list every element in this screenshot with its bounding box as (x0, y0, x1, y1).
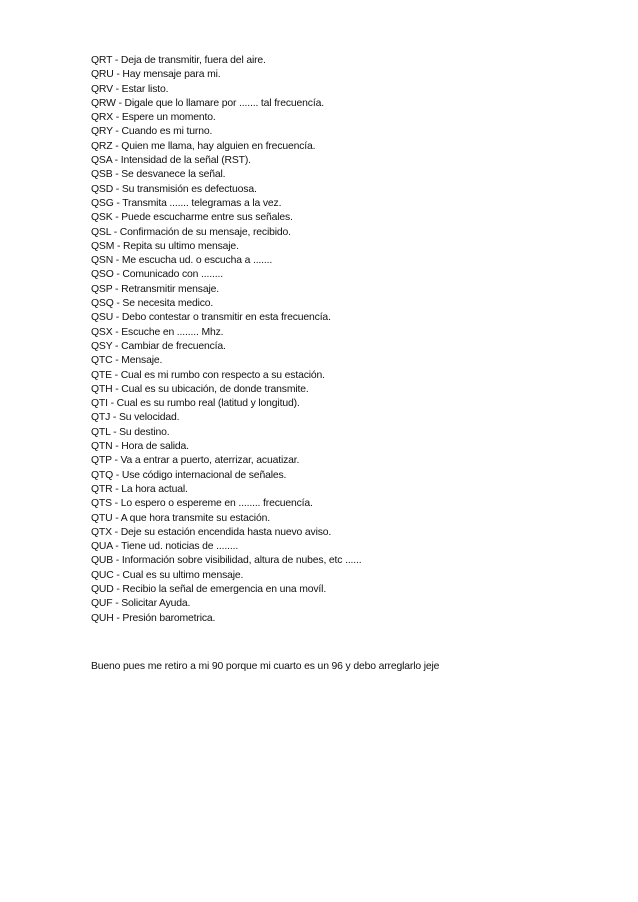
q-code-line: QSO - Comunicado con ........ (91, 269, 223, 281)
q-code-line: QSN - Me escucha ud. o escucha a ....... (91, 255, 273, 267)
q-code-line: QSM - Repita su ultimo mensaje. (91, 240, 239, 252)
q-code-line: QRW - Digale que lo llamare por ....... tal frecuencía. (91, 97, 324, 109)
q-code-line: QTI - Cual es su rumbo real (latitud y longitud). (91, 398, 300, 410)
q-code-line: QRV - Estar listo. (91, 83, 169, 95)
q-code-line: QRU - Hay mensaje para mi. (91, 69, 221, 81)
q-code-line: QSX - Escuche en ........ Mhz. (91, 326, 224, 338)
q-code-line: QTJ - Su velocidad. (91, 412, 180, 424)
q-code-line: QTS - Lo espero o espereme en ........ frecuencía. (91, 498, 313, 510)
q-code-line: QTC - Mensaje. (91, 355, 163, 367)
q-code-line: QSD - Su transmisión es defectuosa. (91, 183, 257, 195)
q-code-line: QRZ - Quien me llama, hay alguien en frecuencía. (91, 140, 316, 152)
q-code-line: QUC - Cual es su ultimo mensaje. (91, 569, 244, 581)
q-code-line: QUA - Tiene ud. noticias de ........ (91, 541, 239, 553)
q-code-line: QSQ - Se necesita medico. (91, 298, 214, 310)
q-code-line: QTU - A que hora transmite su estación. (91, 512, 270, 524)
q-code-list (91, 54, 362, 626)
q-code-line: QTE - Cual es mi rumbo con respecto a su estación. (91, 369, 325, 381)
q-code-line: QTR - La hora actual. (91, 483, 188, 495)
q-code-line: QRX - Espere un momento. (91, 112, 216, 124)
q-code-line: QTP - Va a entrar a puerto, aterrizar, acuatizar. (91, 455, 300, 467)
q-code-line: QUH - Presión barometrica. (91, 612, 216, 624)
q-code-line: QTH - Cual es su ubicación, de donde transmite. (91, 383, 309, 395)
q-code-line: QSP - Retransmitir mensaje. (91, 283, 219, 295)
q-code-line: QTL - Su destino. (91, 426, 170, 438)
closing-remark: Bueno pues me retiro a mi 90 porque mi cuarto es un 96 y debo arreglarlo jeje (91, 661, 440, 672)
q-code-line: QTQ - Use código internacional de señales. (91, 469, 287, 481)
q-code-line: QRT - Deja de transmitir, fuera del aire. (91, 55, 266, 66)
q-code-line: QUD - Recibio la señal de emergencia en una movíl. (91, 583, 327, 595)
q-code-line: QUB - Información sobre visibilidad, altura de nubes, etc ...... (91, 555, 362, 567)
q-code-line: QTX - Deje su estación encendida hasta nuevo aviso. (91, 526, 332, 538)
q-code-line: QSK - Puede escucharme entre sus señales. (91, 212, 293, 224)
q-code-line: QUF - Solicitar Ayuda. (91, 598, 191, 610)
q-code-line: QSY - Cambiar de frecuencía. (91, 340, 226, 352)
q-code-line: QSG - Transmita ....... telegramas a la vez. (91, 197, 282, 209)
q-code-line: QRY - Cuando es mi turno. (91, 126, 213, 138)
q-code-line: QSL - Confirmación de su mensaje, recibido. (91, 226, 291, 238)
q-code-line: QSA - Intensidad de la señal (RST). (91, 155, 251, 167)
q-code-line: QTN - Hora de salida. (91, 441, 189, 453)
q-code-line: QSU - Debo contestar o transmitir en esta frecuencía. (91, 312, 331, 324)
q-code-line: QSB - Se desvanece la señal. (91, 169, 226, 181)
